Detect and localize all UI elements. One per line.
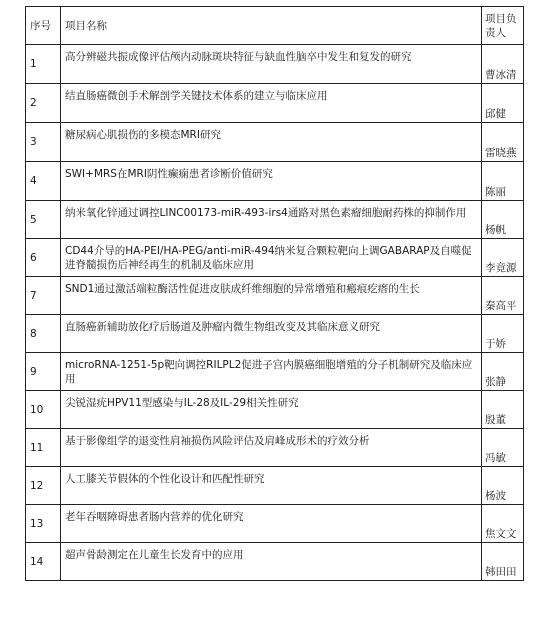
- header-name-text: 项目名称: [65, 19, 107, 32]
- table-row: [26, 315, 524, 353]
- table-row: [26, 84, 524, 123]
- row-leader-cell: [482, 84, 524, 123]
- row-project-name-text: microRNA-1251-5p靶向调控RILPL2促进子宫内膜癌细胞增殖的分子机制研究及临床应用: [65, 359, 473, 385]
- row-project-name: [61, 162, 482, 201]
- row-project-name: [61, 391, 482, 429]
- table-row: [26, 505, 524, 543]
- row-leader-cell: [482, 543, 524, 581]
- table-row: [26, 201, 524, 239]
- row-project-name: [61, 429, 482, 467]
- header-name: [61, 7, 482, 45]
- row-leader: 焦文文: [485, 528, 517, 540]
- header-leader: 项目负责人: [482, 7, 524, 45]
- project-table: [25, 6, 524, 581]
- table-row: [26, 353, 524, 391]
- table-row: [26, 123, 524, 162]
- row-leader-cell: [482, 505, 524, 543]
- row-project-name: [61, 543, 482, 581]
- row-project-name-text: 基于影像组学的退变性肩袖损伤风险评估及肩峰成形术的疗效分析: [65, 435, 370, 447]
- table-row: [26, 391, 524, 429]
- row-project-name-text: 人工膝关节假体的个性化设计和匹配性研究: [65, 473, 265, 485]
- row-project-name-text: 结直肠癌微创手术解剖学关键技术体系的建立与临床应用: [65, 90, 328, 102]
- row-no: 2: [26, 84, 61, 123]
- row-leader-cell: [482, 201, 524, 239]
- table-row: [26, 45, 524, 84]
- row-project-name: [61, 201, 482, 239]
- row-leader: 曹冰清: [485, 69, 517, 81]
- row-no: 12: [26, 467, 61, 505]
- row-leader-cell: [482, 315, 524, 353]
- row-leader: 殷董: [485, 414, 506, 426]
- row-leader: 张静: [485, 376, 506, 388]
- row-leader: 秦高平: [485, 300, 517, 312]
- row-no: 6: [26, 239, 61, 277]
- row-leader: 杨帆: [485, 224, 506, 236]
- row-project-name: [61, 239, 482, 277]
- row-leader: 冯敏: [485, 452, 506, 464]
- row-no: 8: [26, 315, 61, 353]
- row-leader: 李竟源: [485, 262, 517, 274]
- row-project-name: [61, 353, 482, 391]
- row-project-name: [61, 84, 482, 123]
- table-row: [26, 162, 524, 201]
- row-no: 5: [26, 201, 61, 239]
- row-no: 10: [26, 391, 61, 429]
- table-row: [26, 543, 524, 581]
- row-project-name-text: 尖锐湿疣HPV11型感染与IL-28及IL-29相关性研究: [65, 397, 299, 409]
- row-leader-cell: [482, 391, 524, 429]
- table-row: [26, 277, 524, 315]
- header-no: 序号: [26, 7, 61, 45]
- table-row: [26, 467, 524, 505]
- table-header-row: [26, 7, 524, 45]
- row-project-name-text: 直肠癌新辅助放化疗后肠道及肿瘤内微生物组改变及其临床意义研究: [65, 321, 380, 333]
- row-leader-cell: [482, 239, 524, 277]
- row-leader-cell: [482, 277, 524, 315]
- row-project-name: [61, 467, 482, 505]
- row-leader: 陈丽: [485, 186, 506, 198]
- row-project-name: [61, 505, 482, 543]
- row-leader: 雷晓燕: [485, 147, 517, 159]
- row-no: 7: [26, 277, 61, 315]
- row-leader-cell: [482, 123, 524, 162]
- row-project-name: [61, 123, 482, 162]
- row-project-name: [61, 45, 482, 84]
- row-project-name-text: SND1通过激活端粒酶活性促进皮肤成纤维细胞的异常增殖和瘢痕疙瘩的生长: [65, 283, 420, 295]
- row-no: 3: [26, 123, 61, 162]
- row-no: 9: [26, 353, 61, 391]
- row-project-name: [61, 315, 482, 353]
- row-no: 1: [26, 45, 61, 84]
- row-project-name-text: SWI+MRS在MRI阴性癫痫患者诊断价值研究: [65, 168, 273, 180]
- row-project-name-text: 高分辨磁共振成像评估颅内动脉斑块特征与缺血性脑卒中发生和复发的研究: [65, 51, 412, 63]
- row-no: 14: [26, 543, 61, 581]
- row-leader-cell: [482, 45, 524, 84]
- row-leader: 于娇: [485, 338, 506, 350]
- row-project-name-text: 糖尿病心肌损伤的多模态MRI研究: [65, 129, 221, 141]
- row-leader-cell: [482, 467, 524, 505]
- row-project-name-text: 老年吞咽障碍患者肠内营养的优化研究: [65, 511, 244, 523]
- row-leader: 邱健: [485, 108, 506, 120]
- row-no: 11: [26, 429, 61, 467]
- row-leader-cell: [482, 353, 524, 391]
- row-project-name-text: 超声骨龄测定在儿童生长发育中的应用: [65, 549, 244, 561]
- table-row: [26, 239, 524, 277]
- row-no: 13: [26, 505, 61, 543]
- row-project-name-text: 纳米氧化锌通过调控LINC00173-miR-493-irs4通路对黑色素瘤细胞耐药株的抑制作用: [65, 207, 467, 219]
- row-project-name-text: CD44介导的HA-PEI/HA-PEG/anti-miR-494纳米复合颗粒靶向上调GABARAP及自噬促进脊髓损伤后神经再生的机制及临床应用: [65, 245, 472, 271]
- row-leader-cell: [482, 429, 524, 467]
- row-project-name: [61, 277, 482, 315]
- row-leader-cell: [482, 162, 524, 201]
- row-leader: 杨波: [485, 490, 506, 502]
- row-leader: 韩田田: [485, 566, 517, 578]
- row-no: 4: [26, 162, 61, 201]
- table-row: [26, 429, 524, 467]
